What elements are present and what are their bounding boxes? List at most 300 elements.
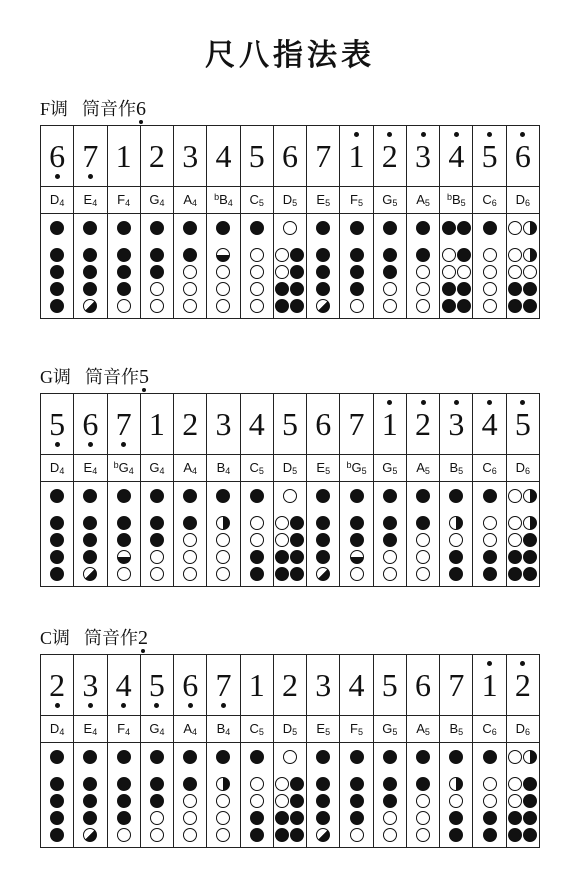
front-hole-row	[150, 549, 164, 564]
open-hole	[216, 811, 230, 825]
closed-hole	[216, 750, 230, 764]
pitch-letter: D	[49, 192, 60, 207]
pitch-letter: F	[117, 192, 126, 207]
hole-diagram	[307, 482, 339, 583]
closed-hole	[523, 550, 537, 564]
half-hole	[216, 248, 230, 262]
fingering-row	[41, 214, 540, 319]
hole-diagram	[374, 214, 406, 315]
front-hole-row	[50, 515, 64, 530]
jianpu-digit: 7	[115, 406, 132, 442]
jianpu-digit: 1	[481, 667, 498, 703]
fingering-cell	[506, 482, 539, 587]
fingering-cell	[340, 743, 373, 848]
jianpu-cell	[440, 126, 473, 187]
octave-number: 6	[525, 198, 531, 208]
closed-hole	[508, 567, 522, 581]
hole-diagram	[274, 482, 306, 583]
front-hole-row	[117, 776, 131, 791]
closed-hole	[350, 811, 364, 825]
front-hole-row	[275, 776, 304, 791]
pitch-letter: D	[282, 192, 293, 207]
pitch-cell	[74, 455, 107, 482]
back-hole-row	[508, 749, 537, 764]
jianpu-digit: 5	[248, 138, 265, 174]
pitch-name	[183, 192, 197, 207]
closed-hole	[275, 567, 289, 581]
front-hole-row	[50, 827, 64, 842]
open-hole	[250, 282, 264, 296]
jianpu-digit: 7	[82, 138, 99, 174]
octave-number: 5	[424, 727, 430, 737]
pitch-cell	[207, 187, 240, 214]
octave-dot-below	[139, 120, 143, 124]
fingering-cell	[440, 482, 473, 587]
closed-hole	[250, 828, 264, 842]
closed-hole	[449, 489, 463, 503]
open-hole	[275, 533, 289, 547]
jianpu-note	[215, 138, 231, 174]
hole-diagram	[274, 743, 306, 844]
open-hole	[350, 567, 364, 581]
jianpu-note	[282, 406, 298, 442]
hole-diagram	[440, 743, 472, 844]
closed-hole	[457, 282, 471, 296]
closed-hole	[350, 533, 364, 547]
open-hole	[383, 811, 397, 825]
pitch-letter: G	[382, 460, 393, 475]
jianpu-row	[41, 655, 540, 716]
hole-diagram	[108, 214, 140, 315]
hole-diagram	[207, 482, 239, 583]
pitch-letter: B	[449, 721, 459, 736]
front-hole-row	[275, 827, 304, 842]
closed-hole	[83, 516, 97, 530]
open-hole	[183, 550, 197, 564]
pitch-name	[117, 192, 130, 207]
octave-number: 6	[525, 466, 531, 476]
jianpu-digit: 3	[448, 406, 465, 442]
front-hole-row	[316, 827, 330, 842]
back-hole-row	[50, 488, 64, 503]
front-hole-row	[316, 532, 330, 547]
jianpu-note	[149, 138, 165, 174]
closed-hole	[316, 750, 330, 764]
front-hole-row	[83, 810, 97, 825]
octave-dot-above	[421, 132, 426, 137]
pitch-letter: F	[117, 721, 126, 736]
jianpu-digit: 2	[281, 667, 298, 703]
jianpu-cell	[406, 126, 439, 187]
closed-hole	[523, 777, 537, 791]
closed-hole	[523, 828, 537, 842]
closed-hole	[83, 489, 97, 503]
pitch-name	[482, 460, 496, 475]
open-hole	[275, 265, 289, 279]
pitch-letter: C	[482, 721, 492, 736]
jianpu-cell	[240, 655, 273, 716]
pitch-letter: G	[118, 460, 129, 475]
octave-number: 4	[92, 466, 98, 476]
hole-diagram	[41, 743, 73, 844]
pitch-name	[84, 460, 98, 475]
front-hole-row	[275, 793, 304, 808]
closed-hole	[117, 265, 131, 279]
octave-number: 5	[258, 466, 264, 476]
jianpu-note	[82, 138, 98, 174]
octave-number: 4	[128, 466, 134, 476]
pitch-letter: D	[515, 721, 526, 736]
jianpu-cell	[207, 126, 240, 187]
back-hole-row	[383, 488, 397, 503]
closed-hole	[350, 516, 364, 530]
jianpu-cell	[207, 655, 240, 716]
jianpu-digit: 4	[215, 138, 232, 174]
pitch-cell	[107, 455, 140, 482]
octave-number: 5	[292, 198, 298, 208]
pitch-name	[416, 721, 430, 736]
front-hole-row	[50, 810, 64, 825]
jianpu-note	[448, 406, 464, 442]
front-hole-row	[83, 532, 97, 547]
front-hole-row	[316, 810, 330, 825]
pitch-cell	[207, 455, 240, 482]
back-hole-row	[183, 749, 197, 764]
open-hole	[508, 533, 522, 547]
open-hole	[483, 248, 497, 262]
pitch-cell	[440, 187, 473, 214]
front-hole-row	[50, 247, 64, 262]
open-hole	[250, 516, 264, 530]
front-hole-row	[83, 566, 97, 581]
closed-hole	[150, 265, 164, 279]
open-hole	[183, 828, 197, 842]
hole-diagram	[473, 482, 505, 583]
front-hole-row	[449, 515, 463, 530]
front-hole-row	[449, 549, 463, 564]
closed-hole	[290, 567, 304, 581]
pitch-letter: B	[451, 192, 461, 207]
jianpu-row	[41, 394, 540, 455]
back-hole-row	[150, 749, 164, 764]
jianpu-note	[82, 406, 98, 442]
front-hole-row	[416, 566, 430, 581]
front-hole-row	[183, 298, 197, 313]
closed-hole	[290, 299, 304, 313]
closed-hole	[250, 750, 264, 764]
closed-hole	[117, 516, 131, 530]
pitch-cell	[307, 455, 340, 482]
pitch-cell	[41, 455, 74, 482]
front-hole-row	[383, 515, 397, 530]
pitch-name	[316, 721, 330, 736]
front-hole-row	[117, 515, 131, 530]
half-hole	[523, 248, 537, 262]
front-hole-row	[442, 298, 471, 313]
closed-hole	[150, 533, 164, 547]
pitch-name	[84, 192, 98, 207]
jianpu-cell	[174, 126, 207, 187]
fingering-cell	[174, 214, 207, 319]
closed-hole	[383, 794, 397, 808]
pitch-name	[350, 721, 363, 736]
jianpu-note	[116, 667, 132, 703]
pitch-cell	[107, 187, 140, 214]
jianpu-digit: 5	[49, 406, 66, 442]
front-hole-row	[150, 793, 164, 808]
front-hole-row	[508, 281, 537, 296]
closed-hole	[50, 516, 64, 530]
closed-hole	[483, 489, 497, 503]
fingering-cell	[41, 214, 74, 319]
octave-number: 4	[59, 466, 65, 476]
front-hole-row	[449, 776, 463, 791]
pitch-name	[382, 721, 397, 736]
half-hole	[523, 516, 537, 530]
jianpu-cell	[107, 394, 140, 455]
front-hole-row	[150, 532, 164, 547]
octave-dot-below	[221, 703, 226, 708]
back-hole-row	[183, 488, 197, 503]
closed-hole	[117, 533, 131, 547]
fingering-cell	[473, 482, 506, 587]
pitch-cell	[373, 716, 406, 743]
hole-diagram	[307, 214, 339, 315]
pitch-name	[447, 192, 466, 207]
half-hole	[350, 550, 364, 564]
hole-diagram	[241, 743, 273, 844]
fingering-cell	[74, 743, 107, 848]
front-hole-row	[183, 549, 197, 564]
open-hole	[449, 533, 463, 547]
pitch-cell	[74, 716, 107, 743]
jianpu-digit: 5	[481, 138, 498, 174]
hole-diagram	[440, 482, 472, 583]
pitch-cell	[140, 716, 173, 743]
pitch-cell	[440, 455, 473, 482]
closed-hole	[350, 282, 364, 296]
jianpu-note	[515, 138, 531, 174]
open-hole	[350, 299, 364, 313]
jianpu-digit: 4	[115, 667, 132, 703]
closed-hole	[117, 811, 131, 825]
jianpu-note	[139, 366, 149, 389]
fingering-cell	[107, 482, 140, 587]
closed-hole	[316, 777, 330, 791]
jianpu-cell	[240, 394, 273, 455]
hole-diagram	[141, 214, 173, 315]
closed-hole	[83, 811, 97, 825]
fingering-cell	[440, 743, 473, 848]
octave-number: 6	[491, 466, 497, 476]
open-hole	[216, 550, 230, 564]
octave-number: 5	[424, 466, 430, 476]
closed-hole	[290, 265, 304, 279]
open-hole	[508, 265, 522, 279]
hole-diagram	[340, 743, 372, 844]
open-hole	[508, 221, 522, 235]
octave-dot-below	[55, 174, 60, 179]
jianpu-cell	[307, 655, 340, 716]
front-hole-row	[316, 281, 330, 296]
closed-hole	[83, 550, 97, 564]
jianpu-note	[349, 667, 365, 703]
front-hole-row	[150, 264, 164, 279]
jianpu-cell	[440, 394, 473, 455]
octave-number: 5	[292, 727, 298, 737]
closed-hole	[150, 750, 164, 764]
octave-number: 4	[125, 198, 131, 208]
jianpu-digit: 1	[348, 138, 365, 174]
pitch-letter: G	[382, 721, 393, 736]
jianpu-cell	[440, 655, 473, 716]
front-hole-row	[442, 247, 471, 262]
front-hole-row	[350, 827, 364, 842]
front-hole-row	[250, 281, 264, 296]
pitch-cell	[273, 187, 306, 214]
octave-number: 4	[125, 727, 131, 737]
hole-diagram	[141, 743, 173, 844]
jianpu-cell	[140, 126, 173, 187]
front-hole-row	[250, 247, 264, 262]
jianpu-note	[382, 406, 398, 442]
key-label: C调	[40, 628, 71, 648]
hole-diagram	[473, 743, 505, 844]
front-hole-row	[416, 264, 430, 279]
half-hole	[316, 828, 330, 842]
octave-number: 5	[392, 466, 398, 476]
pitch-cell	[240, 716, 273, 743]
front-hole-row	[483, 810, 497, 825]
front-hole-row	[350, 298, 364, 313]
closed-hole	[316, 533, 330, 547]
octave-number: 5	[458, 466, 464, 476]
jianpu-note	[182, 406, 198, 442]
octave-dot-above	[487, 132, 492, 137]
pitch-row	[41, 187, 540, 214]
front-hole-row	[183, 827, 197, 842]
front-hole-row	[250, 264, 264, 279]
pitch-cell	[107, 716, 140, 743]
open-hole	[150, 828, 164, 842]
pitch-name	[214, 192, 233, 207]
jianpu-note	[249, 138, 265, 174]
jianpu-note	[182, 138, 198, 174]
jianpu-digit: 5	[514, 406, 531, 442]
pitch-name	[149, 460, 164, 475]
closed-hole	[117, 221, 131, 235]
front-hole-row	[150, 515, 164, 530]
pitch-letter: D	[515, 192, 526, 207]
hole-diagram	[473, 214, 505, 315]
hole-diagram	[407, 482, 439, 583]
octave-dot-below	[121, 442, 126, 447]
jianpu-cell	[174, 394, 207, 455]
fingering-cell	[440, 214, 473, 319]
front-hole-row	[383, 298, 397, 313]
pitch-cell	[307, 716, 340, 743]
jianpu-note	[415, 138, 431, 174]
front-hole-row	[216, 827, 230, 842]
fingering-cell	[406, 743, 439, 848]
octave-dot-below	[88, 703, 93, 708]
octave-number: 4	[159, 466, 165, 476]
pitch-letter: B	[216, 721, 226, 736]
octave-dot-above	[454, 132, 459, 137]
back-hole-row	[316, 749, 330, 764]
jianpu-note	[49, 406, 65, 442]
pitch-name	[183, 721, 197, 736]
closed-hole	[383, 489, 397, 503]
octave-dot-above	[387, 400, 392, 405]
back-hole-row	[216, 220, 230, 235]
closed-hole	[316, 550, 330, 564]
front-hole-row	[483, 776, 497, 791]
closed-hole	[416, 489, 430, 503]
jianpu-digit: 5	[281, 406, 298, 442]
open-hole	[117, 828, 131, 842]
front-hole-row	[416, 776, 430, 791]
octave-number: 5	[361, 466, 367, 476]
front-hole-row	[83, 827, 97, 842]
back-hole-row	[250, 749, 264, 764]
front-hole-row	[483, 793, 497, 808]
open-hole	[416, 811, 430, 825]
front-hole-row	[416, 247, 430, 262]
open-hole	[383, 550, 397, 564]
pitch-cell	[307, 187, 340, 214]
back-hole-row	[150, 488, 164, 503]
jianpu-cell	[506, 394, 539, 455]
front-hole-row	[216, 264, 230, 279]
jianpu-cell	[107, 126, 140, 187]
octave-number: 5	[424, 198, 430, 208]
closed-hole	[449, 828, 463, 842]
jianpu-cell	[373, 655, 406, 716]
pitch-cell	[373, 455, 406, 482]
front-hole-row	[83, 793, 97, 808]
front-hole-row	[350, 776, 364, 791]
front-hole-row	[275, 515, 304, 530]
jianpu-cell	[207, 394, 240, 455]
fingering-cell	[406, 214, 439, 319]
half-hole	[216, 777, 230, 791]
pitch-letter: E	[83, 460, 93, 475]
pitch-letter: D	[49, 460, 60, 475]
open-hole	[508, 750, 522, 764]
closed-hole	[150, 221, 164, 235]
flat-sign: b	[113, 460, 119, 470]
pitch-name	[217, 721, 231, 736]
pitch-name	[117, 721, 130, 736]
front-hole-row	[275, 281, 304, 296]
front-hole-row	[216, 298, 230, 313]
closed-hole	[483, 221, 497, 235]
octave-dot-below	[142, 388, 146, 392]
pitch-letter: B	[216, 460, 226, 475]
fingering-cell	[307, 743, 340, 848]
open-hole	[283, 221, 297, 235]
closed-hole	[523, 794, 537, 808]
hole-diagram	[407, 214, 439, 315]
jianpu-digit: 3	[415, 138, 432, 174]
fingering-cell	[273, 482, 306, 587]
back-hole-row	[416, 488, 430, 503]
hole-diagram	[340, 482, 372, 583]
closed-hole	[383, 777, 397, 791]
front-hole-row	[508, 247, 537, 262]
hole-diagram	[340, 214, 372, 315]
